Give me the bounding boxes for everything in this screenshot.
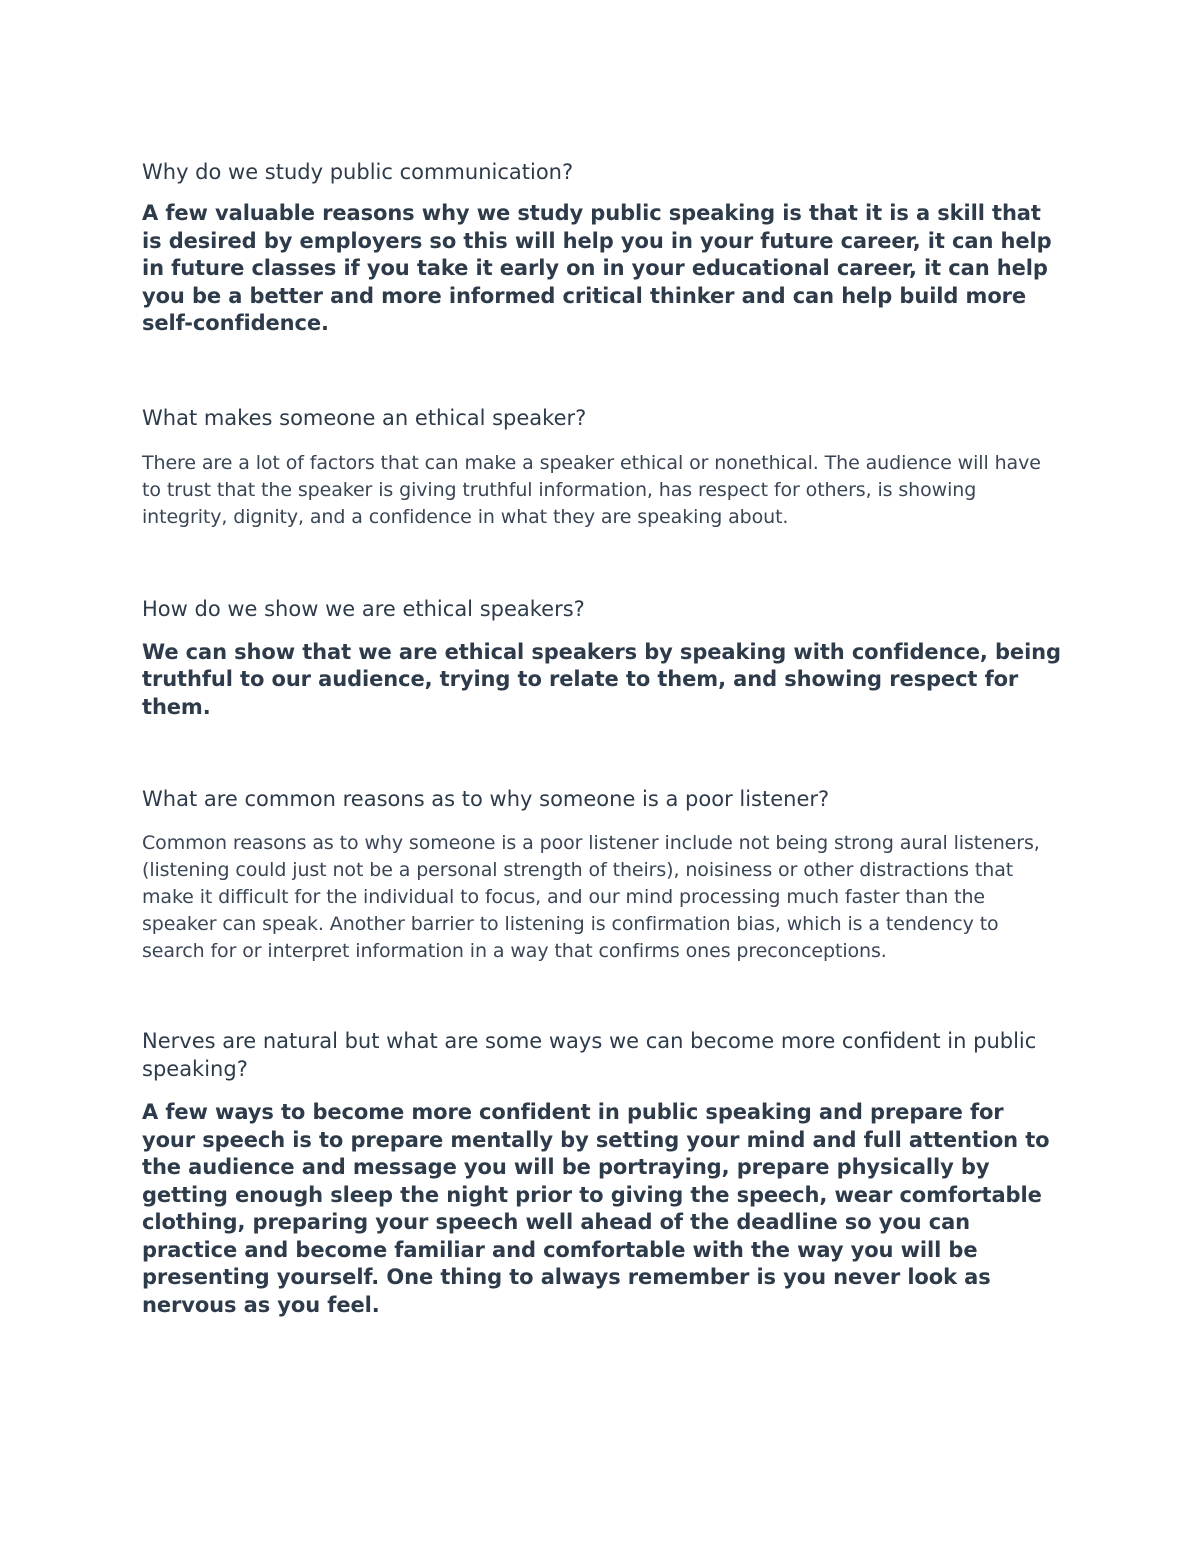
answer-paragraph: Common reasons as to why someone is a poor listener include not being strong aural listeners, (listening could just not be a personal strength of theirs), noisiness or other distractions that make it difficult for the individual to focus, and our mind processing much faster than the speaker can speak. Another barrier to listening is confirmation bias, which is a tendency to search for or interpret information in a way that confirms ones preconceptions. (142, 832, 1040, 962)
answer-paragraph: A few valuable reasons why we study public speaking is that it is a skill that is desired by employers so this will help you in your future career, it can help in future classes if you take it early on in your educational career, it can help you be a better and more informed critical thinker and can help build more self-confidence. (142, 201, 1052, 335)
question-heading: What are common reasons as to why someone is a poor listener? (142, 787, 830, 811)
answer-paragraph: A few ways to become more confident in public speaking and prepare for your speech is to prepare mentally by setting your mind and full attention to the audience and message you will be portraying, prepare physically by getting enough sleep the night prior to giving the speech, wear comfortable clothing, preparing your speech well ahead of the deadline so you can practice and become familiar and comfortable with the way you will be presenting yourself. One thing to always remember is you never look as nervous as you feel. (142, 1100, 1050, 1317)
question-heading: Nerves are natural but what are some ways we can become more confident in public speaking? (142, 1029, 1037, 1081)
question-heading: What makes someone an ethical speaker? (142, 405, 587, 430)
document-body (142, 158, 1062, 1319)
answer-paragraph: We can show that we are ethical speakers by speaking with confidence, being truthful to our audience, trying to relate to them, and showing respect for them. (142, 639, 1061, 719)
question-heading: Why do we study public communication? (142, 160, 574, 184)
question-heading: How do we show we are ethical speakers? (142, 596, 585, 621)
answer-paragraph: There are a lot of factors that can make a speaker ethical or nonethical. The audience will have to trust that the speaker is giving truthful information, has respect for others, is showing integrity, dignity, and a confidence in what they are speaking about. (142, 451, 1041, 528)
